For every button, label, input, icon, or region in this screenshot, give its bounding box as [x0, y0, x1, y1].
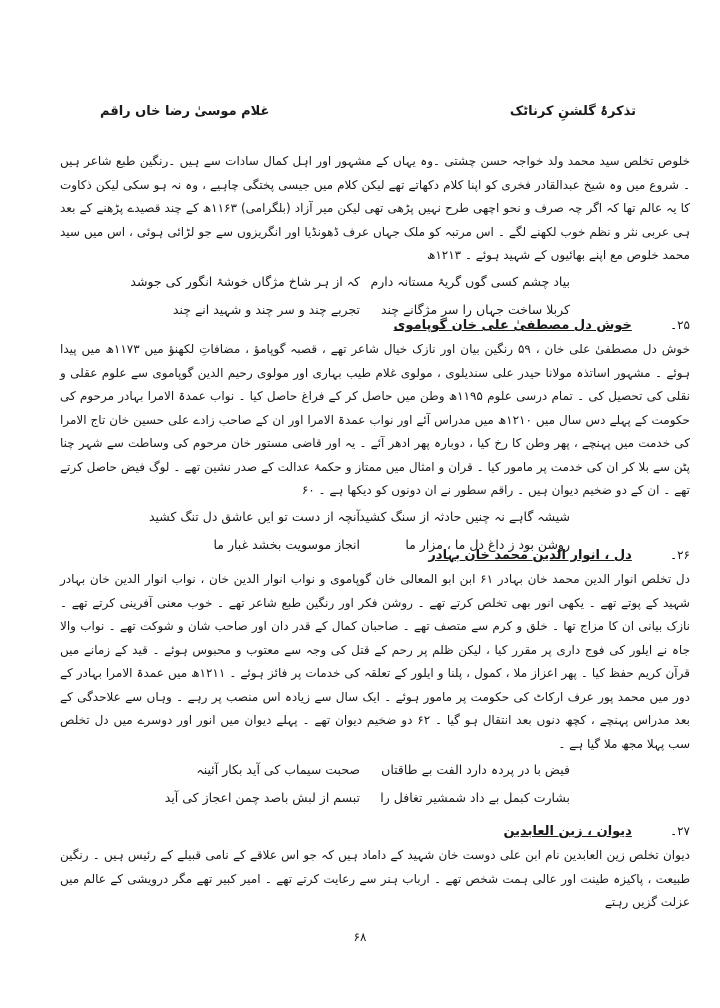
verse-hemistich: صحبت سیماب کی آید بکار آئینہ — [196, 762, 360, 777]
entry-title: دیوان ، زین العابدین — [503, 824, 632, 839]
verse-hemistich: کہ از ہر شاخ مژگاں خوشۂ انگور کی جوشد — [130, 273, 360, 289]
verse-hemistich: شیشہ گاہے نہ چنیں حادثہ از سنگ کشید — [359, 508, 570, 524]
verse-hemistich: آنچہ از دست تو ایں عاشق دل تنگ کشید — [148, 508, 360, 524]
page-header — [100, 104, 636, 128]
entry-paragraph: دل تخلص انوار الدین محمد خان بہادر ۶۱ ابن ابو المعالی خان گوپاموی و نواب انوار الدین خان ، نواب انوار الدین خان بہادر شہید کے پوتے تھے ۔ یکھی انور بھی تخلص کرتے تھے ۔ روشن فکر اور رنگین طبع شاعر تھے ۔ خوب معنی آفرینی کرتے تھے ۔ نازک بیانی ان کا مزاج تھا ۔ خلق و کرم سے متصف تھے ۔ صاحبان کمال کے قدر دان اور صاحب شان و شوکت تھے ۔ نواب والا جاہ نے ایلور کی فوج داری پر مقرر کیا ، لیکن ظلم پر رحم کے قتل کی وجہ سے معتوب و محبوس ہوئے ۔ قید کے زمانے میں قرآن کریم حفظ کیا ۔ پھر اعزاز ملا ، کمول ، پلنا و ایلور کے تعلقہ کی خدمات پر فائز ہوئے ۔ ۱۲۱۱ھ میں عمدۃ الامرا بہادر کے دور میں محمد پور عرف ارکاٹ کی حکومت پر مامور ہوئے ۔ ایک سال سے زیادہ اس منصب پر رہے ۔ وہاں سے علاحدگی کے بعد مدراس پہنچے ، کچھ دنوں بعد انتقال ہو گیا ۔ ۶۲ دو ضخیم دیوان تھے ۔ پہلے دیوان میں انور اور دوسرے میں دل تخلص سب پہلا مجھ ملا گیا ہے ۔ — [60, 572, 690, 751]
book-title: تذکرۂ گلشنِ کرناٹک — [509, 104, 636, 119]
entry-27 — [60, 818, 690, 915]
entry-number: ۲۶۔ — [670, 548, 690, 562]
entry-title: خوش دل مصطفیٰ علی خان گوپاموی — [393, 318, 632, 333]
entry-paragraph: خوش دل مصطفیٰ علی خان ، ۵۹ رنگین بیان اور نازک خیال شاعر تھے ، قصبہ گوپامؤ ، مضافاتِ لکھنؤ میں ۱۱۷۳ھ میں پیدا ہوئے ۔ مشہور اساتذہ مولانا حیدر علی سندیلوی ، مولوی غلام طیب بہاری اور مولوی رحیم الدین گوپاموی سے علوم عقلی و نقلی کی تحصیل کی ۔ تمام درسی علوم ۱۱۹۵ھ وطن میں حاصل کر کے فراغ حاصل کیا ۔ نواب عمدۃ الامرا بہادر مرحوم کی حکومت کے پہلے دس سال میں ۱۲۱۰ھ میں مدراس آئے اور نواب عمدۃ الامرا اور ان کے صاحب زادے علی حسین خان تاج الامرا کی خدمت میں پہنچے ، پھر وطن کا رخ کیا ، دوبارہ پھر ادھر آئے ۔ یہ اور قاضی مستور خان مرحوم کی وساطت سے شہر چنا پٹن سے بلا کر ان کی خدمت پر مامور کیا ۔ قران و امثال میں ممتاز و حکمۂ عدالت کے صدر نشین تھے ۔ لوگ فیض حاصل کرتے تھے ۔ ان کے دو ضخیم دیوان ہیں ۔ راقم سطور نے ان دونوں کو دیکھا ہے ۔ ۶۰ — [60, 342, 690, 497]
author-name: غلام موسیٰ رضا خاں راقم — [100, 104, 270, 119]
entry-paragraph: دیوان تخلص زین العابدین نام ابن علی دوست خان شہید کے داماد ہیں کہ جو اس علاقے کے نامی قبیلے کے رئیس ہیں ۔ رنگین طبیعت ، پاکیزہ طینت اور عالی ہمت شخص تھے ۔ ارباب ہنر سے رعایت کرتے تھے ۔ امیر کبیر تھے مگر درویشی کے عالم میں عزلت گزیں رہتے — [60, 848, 690, 909]
verse-hemistich: کربلا ساخت جہاں را سر مژگانے چند — [380, 301, 570, 317]
verse-line — [60, 503, 690, 531]
verse-line — [60, 756, 690, 784]
verse-hemistich: انجاز موسویت بخشد غبار ما — [213, 536, 360, 552]
entry-number: ۲۷۔ — [670, 824, 690, 838]
verse-hemistich: بشارت کبمل بے داد شمشیر تغافل را — [380, 790, 570, 805]
entry-number: ۲۵۔ — [670, 318, 690, 332]
verse-hemistich: تجربے چند و سر چند و شہید انے چند — [172, 301, 360, 317]
verse-line — [60, 268, 690, 296]
verse-line — [60, 784, 690, 812]
verse-hemistich: بیاد چشم کسی گوں گریۂ مستانہ دارم — [370, 273, 570, 289]
page-number: ۶۸ — [353, 930, 367, 944]
entry-heading — [60, 542, 690, 568]
entry-paragraph: خلوص تخلص سید محمد ولد خواجہ حسن چشتی ۔وہ یہاں کے مشہور اور اہل کمال سادات سے ہیں ۔رنگین طبع شاعر ہیں ۔ شروع میں وہ شیخ عبدالقادر فخری کو اپنا کلام دکھاتے تھے لیکن کلام میں جیسی پختگی چاہیے ، وہ نہ ہو سکی لیکن ذکاوت کا یہ عالم تھا کہ اگر چہ صرف و نحو اچھی طرح نہیں پڑھی تھی لیکن میر آزاد (بلگرامی) ۱۱۶۳ھ کے چند قصیدے پڑھنے کے بعد ہی عربی نثر و نظم خوب لکھنے لگے ۔ اس مرتبہ کو ملک جہاں عرف ڈھونڈیا اور انگریزوں سے جو لڑائی ہوئی ، اس میں سید محمد خلوص مع اپنے بھائیوں کے شہید ہوئے ۔ ۱۲۱۳ھ — [60, 154, 690, 262]
entry-26 — [60, 542, 690, 812]
entry-25 — [60, 312, 690, 559]
verse-hemistich: تبسم از لبش باصد چمن اعجاز کی آید — [164, 790, 360, 805]
entry-khuloos — [60, 150, 690, 324]
entry-heading — [60, 312, 690, 338]
verse-hemistich: روشن بود ز داغ دل ما ، مزار ما — [405, 536, 570, 552]
entry-title: دل ، انوار الدین محمد خان بہادر — [428, 548, 632, 563]
verse-hemistich: فیض با در پردہ دارد الفت بے طاقتاں — [381, 762, 570, 777]
entry-heading — [60, 818, 690, 844]
